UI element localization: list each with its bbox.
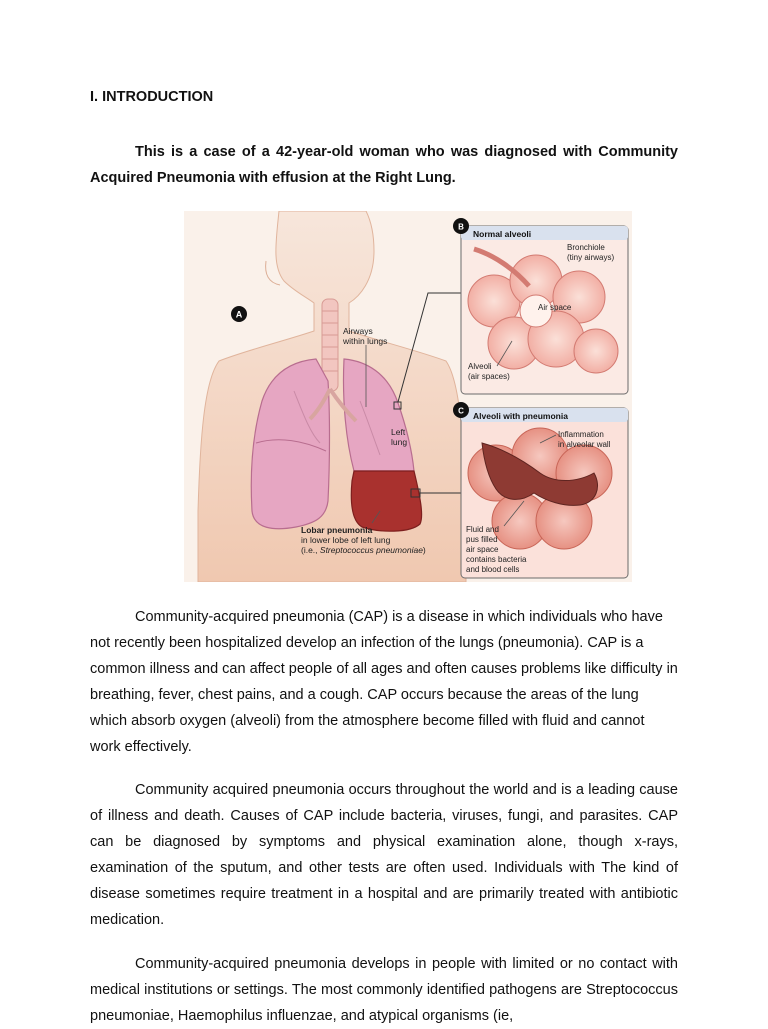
label-airways-line1: Airways	[343, 326, 373, 336]
label-lobar-example: (i.e., Streptococcus pneumoniae)	[301, 545, 426, 555]
label-alveoli-line2: (air spaces)	[468, 372, 510, 381]
marker-c	[453, 402, 469, 418]
marker-a	[231, 306, 247, 322]
label-lobar-location: in lower lobe of left lung	[301, 535, 391, 545]
marker-a-label: A	[235, 309, 243, 320]
label-air-space: Air space	[538, 303, 572, 312]
label-left-lung-line1: Left	[391, 427, 406, 437]
case-summary: This is a case of a 42-year-old woman who was diagnosed with Community Acquired Pneumonia with effusion at the Right Lung.	[90, 144, 678, 186]
label-lobar-pneumonia: Lobar pneumonia	[301, 525, 373, 535]
pneumonia-illustration	[184, 211, 632, 582]
label-inflammation-line2: in alveolar wall	[558, 440, 611, 449]
label-fluid-line1: Fluid and	[466, 525, 499, 534]
paragraph-cap-definition: Community-acquired pneumonia (CAP) is a disease in which individuals who have not recently been hospitalized develop an infection of the lungs (pneumonia). CAP is a common illness and can affect people of all ages and often causes problems like difficulty in breathing, fever, chest pains, and a cough. CAP occurs because the areas of the lung which absorb oxygen (alveoli) from the atmosphere become filled with fluid and cannot work effectively.	[90, 609, 678, 755]
label-alveoli-line1: Alveoli	[468, 362, 492, 371]
paragraph-cap-pathogens: Community-acquired pneumonia develops in people with limited or no contact with medical institutions or settings. The most commonly identified pathogens are Streptococcus pneumoniae, Haemophilus influenzae, and atypical organisms (ie,	[90, 956, 678, 1024]
label-fluid-line5: and blood cells	[466, 565, 520, 574]
label-inflammation-line1: Inflammation	[558, 430, 604, 439]
label-normal-alveoli: Normal alveoli	[473, 229, 532, 239]
marker-c-label: C	[458, 406, 464, 416]
label-alveoli-with-pneumonia: Alveoli with pneumonia	[473, 411, 568, 421]
label-airways-line2: within lungs	[343, 336, 388, 346]
marker-b-label: B	[458, 222, 464, 232]
label-bronchiole-line2: (tiny airways)	[567, 253, 615, 262]
label-fluid-line2: pus filled	[466, 535, 498, 544]
label-bronchiole-line1: Bronchiole	[567, 243, 605, 252]
label-left-lung-line2: lung	[391, 437, 408, 447]
section-heading: I. INTRODUCTION	[90, 89, 214, 105]
paragraph-cap-causes: Community acquired pneumonia occurs throughout the world and is a leading cause of illness and death. Causes of CAP include bacteria, viruses, fungi, and parasites. CAP can be diagnosed by symptoms and physical examination alone, though x-rays, examination of the sputum, and other tests are often used. Individuals with The kind of disease sometimes require treatment in a hospital and are primarily treated with antibiotic medication.	[90, 782, 678, 928]
marker-b	[453, 218, 469, 234]
label-fluid-line4: contains bacteria	[466, 555, 527, 564]
label-fluid-line3: air space	[466, 545, 499, 554]
